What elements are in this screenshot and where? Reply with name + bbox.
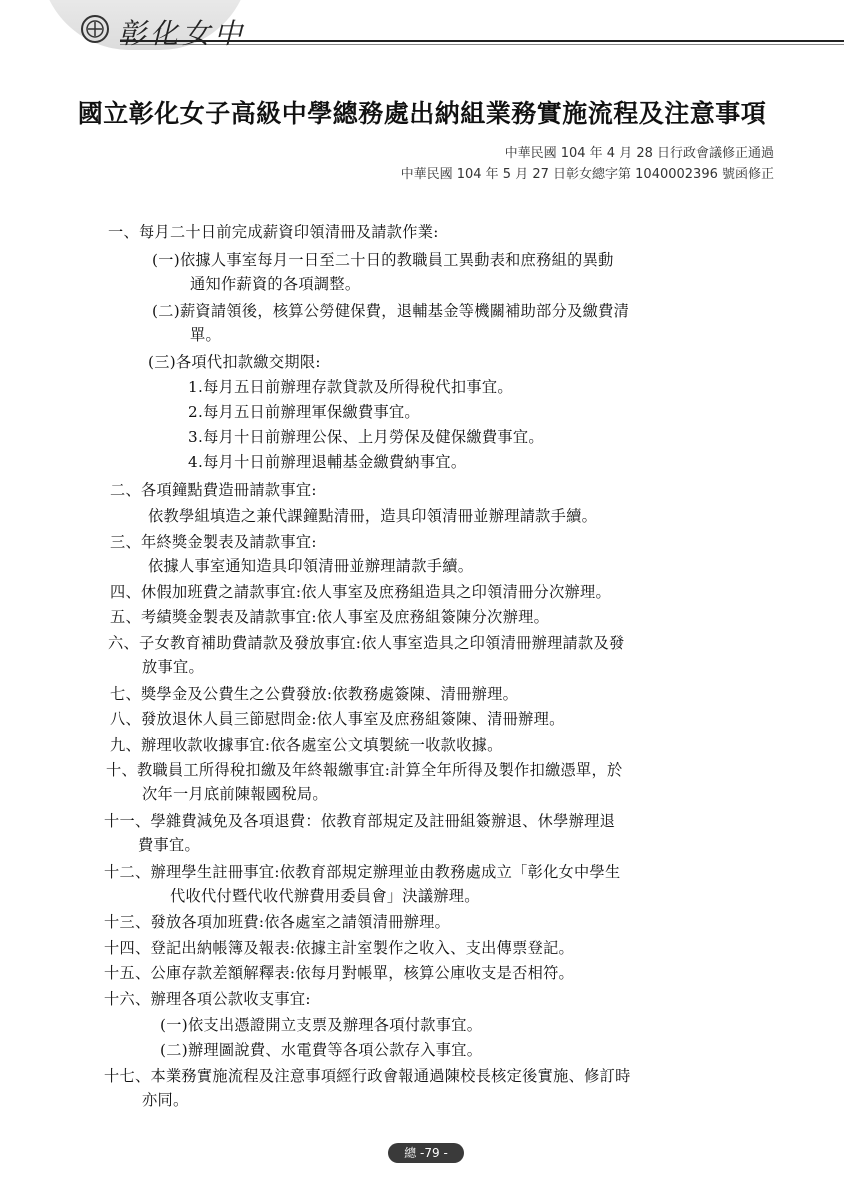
subsection-line: (二)辦理圖說費、水電費等各項公款存入事宜。 <box>160 1041 483 1059</box>
section-line: 八、發放退休人員三節慰問金:依人事室及庶務組簽陳、清冊辦理。 <box>110 710 565 728</box>
section-heading: 三、年終獎金製表及請款事宜: <box>110 533 317 551</box>
page-number-badge: 總 -79 - <box>388 1143 464 1163</box>
list-item: 3.每月十日前辦理公保、上月勞保及健保繳費事宜。 <box>188 428 544 446</box>
revision-note-2: 中華民國 104 年 5 月 27 日彰女總字第 1040002396 號函修正 <box>400 167 774 182</box>
list-item: 2.每月五日前辦理軍保繳費事宜。 <box>188 403 420 421</box>
continuation-line: 通知作薪資的各項調整。 <box>190 275 361 293</box>
section-line: 五、考績獎金製表及請款事宜:依人事室及庶務組簽陳分次辦理。 <box>110 608 550 626</box>
section-line: 十四、登記出納帳簿及報表:依據主計室製作之收入、支出傳票登記。 <box>104 939 575 957</box>
page-header <box>0 0 844 70</box>
section-line: 十、教職員工所得稅扣繳及年終報繳事宜:計算全年所得及製作扣繳憑單，於 <box>106 761 623 779</box>
section-body: 依教學組填造之兼代課鐘點清冊，造具印領清冊並辦理請款手續。 <box>148 507 598 525</box>
section-heading: 一、每月二十日前完成薪資印領清冊及請款作業: <box>108 223 439 241</box>
section-line: 四、休假加班費之請款事宜:依人事室及庶務組造具之印領清冊分次辦理。 <box>110 583 612 601</box>
section-heading: 二、各項鐘點費造冊請款事宜: <box>110 481 317 499</box>
section-line: 七、獎學金及公費生之公費發放:依教務處簽陳、清冊辦理。 <box>110 685 519 703</box>
continuation-line: 單。 <box>190 326 221 344</box>
section-heading: 十六、辦理各項公款收支事宜: <box>104 990 311 1008</box>
section-body: 依據人事室通知造具印領清冊並辦理請款手續。 <box>148 557 474 575</box>
subsection-line: (一)依據人事室每月一日至二十日的教職員工異動表和庶務組的異動 <box>152 251 614 269</box>
continuation-line: 費事宜。 <box>138 836 200 854</box>
school-logo-text: 彰化女中 <box>118 17 247 50</box>
subsection-line: (一)依支出憑證開立支票及辦理各項付款事宜。 <box>160 1016 483 1034</box>
list-item: 1.每月五日前辦理存款貸款及所得稅代扣事宜。 <box>188 378 513 396</box>
subsection-line: (三)各項代扣款繳交期限: <box>148 353 321 371</box>
section-line: 十七、本業務實施流程及注意事項經行政會報通過陳校長核定後實施、修訂時 <box>104 1067 631 1085</box>
section-line: 十一、學雜費減免及各項退費：依教育部規定及註冊組簽辦退、休學辦理退 <box>104 812 616 830</box>
section-line: 十五、公庫存款差額解釋表:依每月對帳單，核算公庫收支是否相符。 <box>104 964 575 982</box>
continuation-line: 代收代付暨代收代辦費用委員會」決議辦理。 <box>170 887 480 905</box>
continuation-line: 亦同。 <box>142 1091 189 1109</box>
section-line: 十三、發放各項加班費:依各處室之請領清冊辦理。 <box>104 913 451 931</box>
subsection-line: (二)薪資請領後，核算公勞健保費，退輔基金等機關補助部分及繳費清 <box>152 302 630 320</box>
section-line: 九、辦理收款收據事宜:依各處室公文填製統一收款收據。 <box>110 736 503 754</box>
school-emblem-icon <box>80 14 110 44</box>
section-line: 十二、辦理學生註冊事宜:依教育部規定辦理並由教務處成立「彰化女中學生 <box>104 863 621 881</box>
section-line: 六、子女教育補助費請款及發放事宜:依人事室造具之印領清冊辦理請款及發 <box>108 634 625 652</box>
continuation-line: 放事宜。 <box>142 658 204 676</box>
list-item: 4.每月十日前辦理退輔基金繳費納事宜。 <box>188 453 467 471</box>
continuation-line: 次年一月底前陳報國稅局。 <box>142 785 328 803</box>
revision-note-1: 中華民國 104 年 4 月 28 日行政會議修正通過 <box>504 146 774 161</box>
document-title: 國立彰化女子高級中學總務處出納組業務實施流程及注意事項 <box>77 99 767 128</box>
